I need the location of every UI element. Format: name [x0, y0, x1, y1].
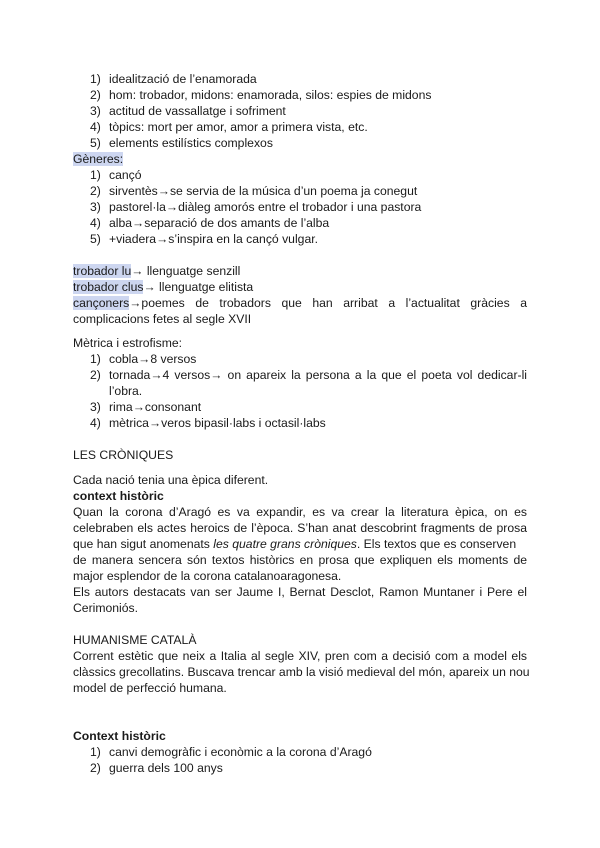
- canconers-line-2: complicacions fetes al segle XVII: [73, 312, 252, 326]
- generes-heading: Gèneres:: [73, 152, 124, 166]
- paragraph-line: model de perfecció humana.: [73, 681, 227, 695]
- list-item: 5) +viadera→s’inspira en la cançó vulgar.: [90, 232, 318, 246]
- list-item: 4) tòpics: mort per amor, amor a primera vista, etc.: [90, 120, 368, 134]
- list-item: 2) tornada→4 versos→ on apareix la persona a la que el poeta vol dedicar-li: [90, 368, 527, 382]
- paragraph-line: clàssics grecollatins. Buscava trencar amb la visió medieval del món, apareix un nou: [73, 665, 530, 679]
- list-item: 1) canvi demogràfic i econòmic a la corona d’Aragó: [90, 745, 372, 759]
- list-item: 5) elements estilístics complexos: [90, 136, 273, 150]
- list-item: 3) rima→consonant: [90, 400, 202, 414]
- list-item: 3) pastorel·la→diàleg amorós entre el trobador i una pastora: [90, 200, 422, 214]
- metrica-heading: Mètrica i estrofisme:: [73, 336, 183, 350]
- canconers-line: cançoners →poemes de trobadors que han arribat a l’actualitat gràcies a: [73, 296, 527, 310]
- list-item: 1) idealització de l’enamorada: [90, 72, 257, 86]
- paragraph-line: Quan la corona d’Aragó es va expandir, es va crear la literatura èpica, on es: [73, 505, 527, 519]
- croniques-heading: LES CRÒNIQUES: [73, 448, 174, 462]
- paragraph-line: de manera sencera són textos històrics en prosa que expliquen els moments de: [73, 553, 527, 567]
- paragraph-line: major esplendor de la corona catalanoaragonesa.: [73, 569, 342, 583]
- paragraph-line: que han sigut anomenats les quatre grans cròniques. Els textos que es conserven: [73, 537, 517, 551]
- list-item: 4) alba→separació de dos amants de l’alba: [90, 216, 330, 230]
- list-item: 2) sirventès→se servia de la música d’un poema ja conegut: [90, 184, 418, 198]
- canconers-term: cançoners: [73, 296, 130, 310]
- humanisme-heading: HUMANISME CATALÀ: [73, 633, 197, 647]
- paragraph-line: celebraben els actes heroics de l’època. S’han anat descobrint fragments de prosa: [73, 521, 527, 535]
- humanisme-context-heading: Context històric: [73, 729, 166, 743]
- quatre-grans-croniques: les quatre grans cròniques: [213, 537, 357, 551]
- paragraph-line: Cerimoniós.: [73, 601, 139, 615]
- list-item: 2) guerra dels 100 anys: [90, 761, 223, 775]
- trobador-clus-line: trobador clus→ llenguatge elitista: [73, 280, 254, 294]
- list-item: 1) cobla→8 versos: [90, 352, 197, 366]
- list-item: 3) actitud de vassallatge i sofriment: [90, 104, 286, 118]
- paragraph-line: Corrent estètic que neix a Italia al segle XIV, pren com a decisió com a model els: [73, 649, 527, 663]
- trobador-lu-term: trobador lu: [73, 264, 132, 278]
- list-item: 2) hom: trobador, midons: enamorada, silos: espies de midons: [90, 88, 432, 102]
- croniques-context-heading: context històric: [73, 489, 164, 503]
- list-item: 1) cançó: [90, 168, 142, 182]
- list-item-continuation: l’obra.: [109, 384, 143, 398]
- list-item: 4) mètrica→veros bipasil·labs i octasil·labs: [90, 416, 326, 430]
- trobador-clus-term: trobador clus: [73, 280, 144, 294]
- trobador-lu-line: trobador lu→ llenguatge senzill: [73, 264, 241, 278]
- paragraph-line: Els autors destacats van ser Jaume I, Bernat Desclot, Ramon Muntaner i Pere el: [73, 585, 527, 599]
- croniques-intro: Cada nació tenia una èpica diferent.: [73, 473, 269, 487]
